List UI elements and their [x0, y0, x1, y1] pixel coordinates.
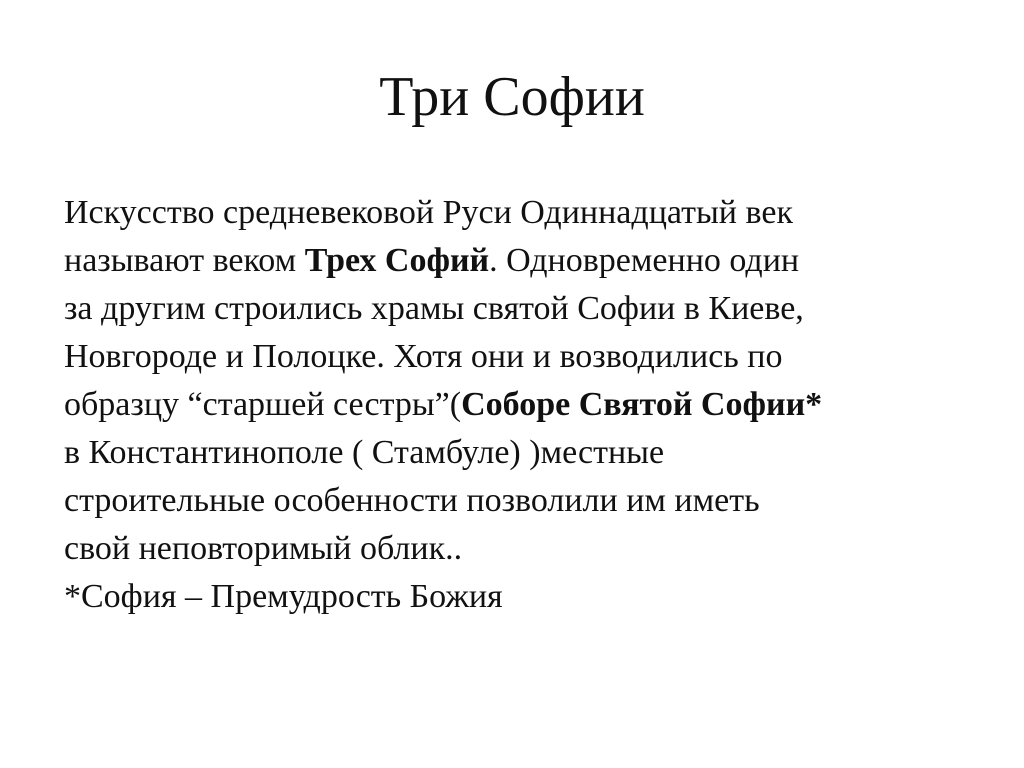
body-line-2	[64, 237, 964, 285]
body-text-segment: Новгороде и Полоцке. Хотя они и возводились по	[64, 338, 783, 375]
bold-term-three-sophias: Трех Софий	[304, 242, 490, 279]
body-line-3	[64, 285, 964, 333]
footnote-text: *София – Премудрость Божия	[64, 578, 503, 615]
slide-title: Три Софии	[379, 66, 645, 128]
body-text-segment: за другим строились храмы святой Софии в Киеве,	[64, 290, 804, 327]
footnote-line	[64, 573, 964, 621]
body-line-5	[64, 381, 964, 429]
body-text-segment: свой неповторимый облик..	[64, 530, 463, 567]
body-line-4	[64, 333, 964, 381]
slide-body-text	[64, 189, 964, 621]
bold-term-hagia-sophia: Соборе Святой Софии*	[461, 386, 823, 423]
body-line-7	[64, 477, 964, 525]
body-text-segment: называют веком	[64, 242, 305, 279]
body-line-1	[64, 189, 964, 237]
body-line-6	[64, 429, 964, 477]
body-text-segment: строительные особенности позволили им иметь	[64, 482, 760, 519]
body-text-segment: образцу “старшей сестры”(	[64, 386, 462, 423]
body-text-segment: Искусство средневековой Руси Одиннадцатый век	[64, 194, 793, 231]
body-text-segment: в Константинополе ( Стамбуле) )местные	[64, 434, 665, 471]
body-text-segment: . Одновременно один	[489, 242, 800, 279]
body-line-8	[64, 525, 964, 573]
